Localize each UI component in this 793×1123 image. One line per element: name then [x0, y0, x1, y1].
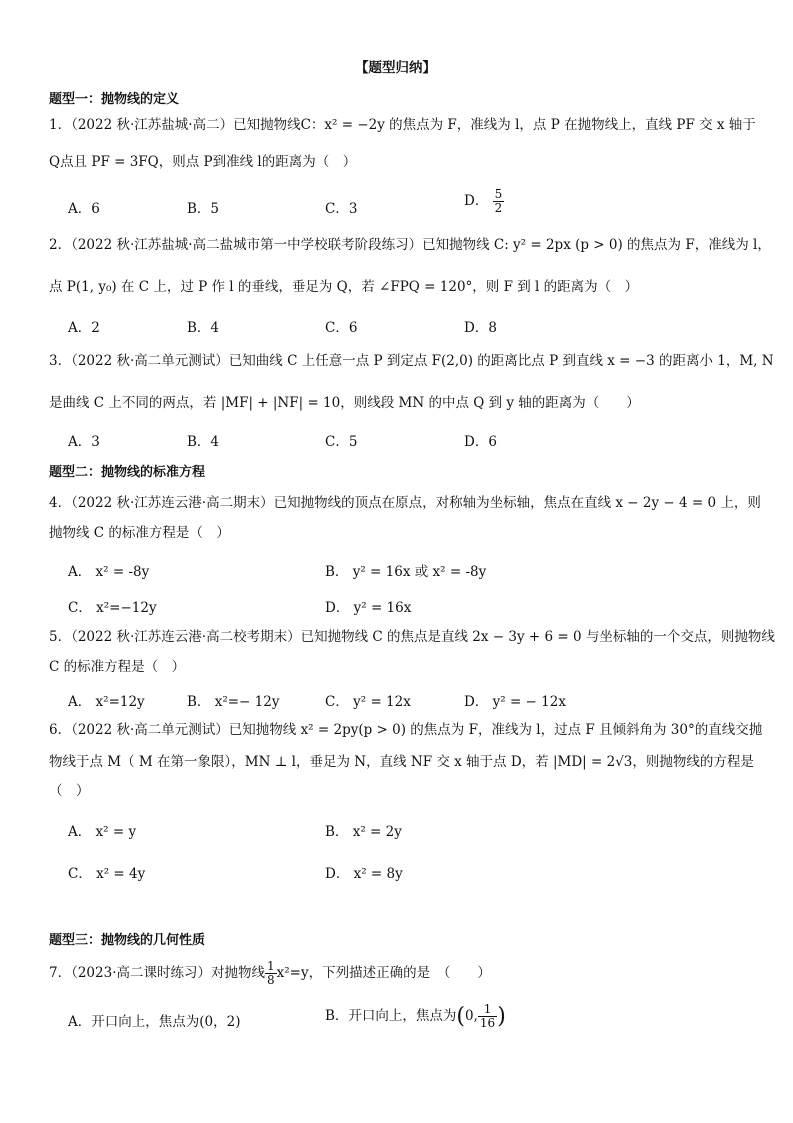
question-6-option-c: C． x² = 4y — [68, 866, 146, 882]
question-5-option-a: A． x²=12y — [68, 694, 145, 710]
question-3-option-b: B．4 — [187, 434, 220, 450]
question-6-option-b: B． x² = 2y — [325, 824, 402, 840]
question-4-option-a: A． x² = -8y — [68, 564, 150, 580]
question-3-option-c: C．5 — [325, 434, 358, 450]
question-2-option-d: D．8 — [464, 320, 497, 336]
question-1-option-a: A．6 — [68, 201, 100, 217]
fraction-denominator: 2 — [494, 201, 503, 215]
option-d-label: D． — [464, 193, 489, 209]
section-heading-1: 题型一：抛物线的定义 — [49, 92, 180, 107]
fraction — [478, 1003, 497, 1030]
question-7-option-a: A．开口向上，焦点为(0，2) — [68, 1014, 241, 1030]
section-heading-2: 题型二：抛物线的标准方程 — [49, 465, 206, 480]
question-6-line-1: 6．（2022 秋·高二单元测试）已知抛物线 x² = 2py(p > 0) 的焦点为 F，准线为 l，过点 F 且倾斜角为 30°的直线交抛 — [49, 722, 763, 738]
question-4-option-c: C． x²=−12y — [68, 600, 157, 616]
fraction-numerator: 5 — [494, 187, 503, 201]
question-3-line-1: 3．（2022 秋·高二单元测试）已知曲线 C 上任意一点 P 到定点 F(2,0) 的距离比点 P 到直线 x = −3 的距离小 1，M, N — [49, 353, 774, 369]
question-2-option-a: A．2 — [68, 320, 100, 336]
fraction-denominator: 16 — [479, 1016, 496, 1030]
fraction — [493, 188, 505, 215]
question-4-line-1: 4．（2022 秋·江苏连云港·高二期末）已知抛物线的顶点在原点，对称轴为坐标轴，焦点在直线 x − 2y − 4 = 0 上，则 — [49, 495, 761, 511]
question-1-option-c: C．3 — [325, 201, 358, 217]
question-4-option-b: B． y² = 16x 或 x² = -8y — [325, 564, 487, 580]
question-5-option-b: B． x²=− 12y — [187, 694, 280, 710]
question-7-text-post: x²=y，下列描述正确的是 （ ） — [276, 965, 491, 981]
left-paren-glyph: ( — [456, 1004, 466, 1029]
right-paren-glyph: ) — [497, 1004, 506, 1029]
fraction-denominator: 8 — [267, 973, 275, 987]
fraction — [265, 960, 277, 987]
question-3-option-d: D．6 — [464, 434, 497, 450]
question-2-option-b: B．4 — [187, 320, 220, 336]
question-5-line-1: 5．（2022 秋·江苏连云港·高二校考期末）已知抛物线 C 的焦点是直线 2x − 3y + 6 = 0 与坐标轴的一个交点，则抛物线 — [49, 629, 775, 645]
question-5-line-2: C 的标准方程是（ ） — [49, 659, 186, 675]
page-title: 【题型归纳】 — [355, 60, 436, 76]
fraction-numerator: 1 — [478, 1003, 497, 1017]
question-7-option-b — [325, 1003, 506, 1030]
question-6-line-3: （ ） — [49, 783, 90, 799]
option-b-label: B．开口向上，焦点为 — [325, 1008, 457, 1024]
question-7-text-pre: 7．（2023·高二课时练习）对抛物线 — [49, 965, 265, 981]
question-6-line-2: 物线于点 M（ M 在第一象限），MN ⊥ l，垂足为 N，直线 NF 交 x 轴于点 D，若 |MD| = 2√3，则抛物线的方程是 — [49, 754, 754, 770]
question-3-option-a: A．3 — [68, 434, 100, 450]
question-2-option-c: C．6 — [325, 320, 358, 336]
question-3-line-2: 是曲线 C 上不同的两点，若 |MF| + |NF| = 10，则线段 MN 的中点 Q 到 y 轴的距离为（ ） — [49, 395, 640, 411]
question-7-line-1 — [49, 960, 491, 987]
question-5-option-c: C． y² = 12x — [325, 694, 411, 710]
question-2-line-2: 点 P(1, y₀) 在 C 上，过 P 作 l 的垂线，垂足为 Q，若 ∠FPQ = 120°，则 F 到 l 的距离为（ ） — [49, 279, 639, 295]
question-1-option-d — [464, 188, 504, 215]
question-1-line-1: 1．（2022 秋·江苏盐城·高二）已知抛物线C：x² = −2y 的焦点为 F，准线为 l，点 P 在抛物线上，直线 PF 交 x 轴于 — [49, 117, 756, 133]
question-4-option-d: D． y² = 16x — [325, 600, 412, 616]
question-4-line-2: 抛物线 C 的标准方程是（ ） — [49, 525, 230, 541]
section-heading-3: 题型三：抛物线的几何性质 — [49, 933, 206, 948]
fraction-numerator: 1 — [267, 959, 275, 973]
question-2-line-1: 2．（2022 秋·江苏盐城·高二盐城市第一中学校联考阶段练习）已知抛物线 C: y² = 2px (p > 0) 的焦点为 F，准线为 l， — [49, 237, 771, 253]
question-6-option-d: D． x² = 8y — [325, 866, 403, 882]
question-1-option-b: B．5 — [187, 201, 220, 217]
option-b-coordinate: 0, — [465, 1008, 478, 1024]
question-5-option-d: D． y² = − 12x — [464, 694, 566, 710]
question-6-option-a: A． x² = y — [68, 824, 137, 840]
question-1-line-2: Q点且 PF = 3FQ，则点 P到准线 l的距离为（ ） — [49, 154, 357, 170]
